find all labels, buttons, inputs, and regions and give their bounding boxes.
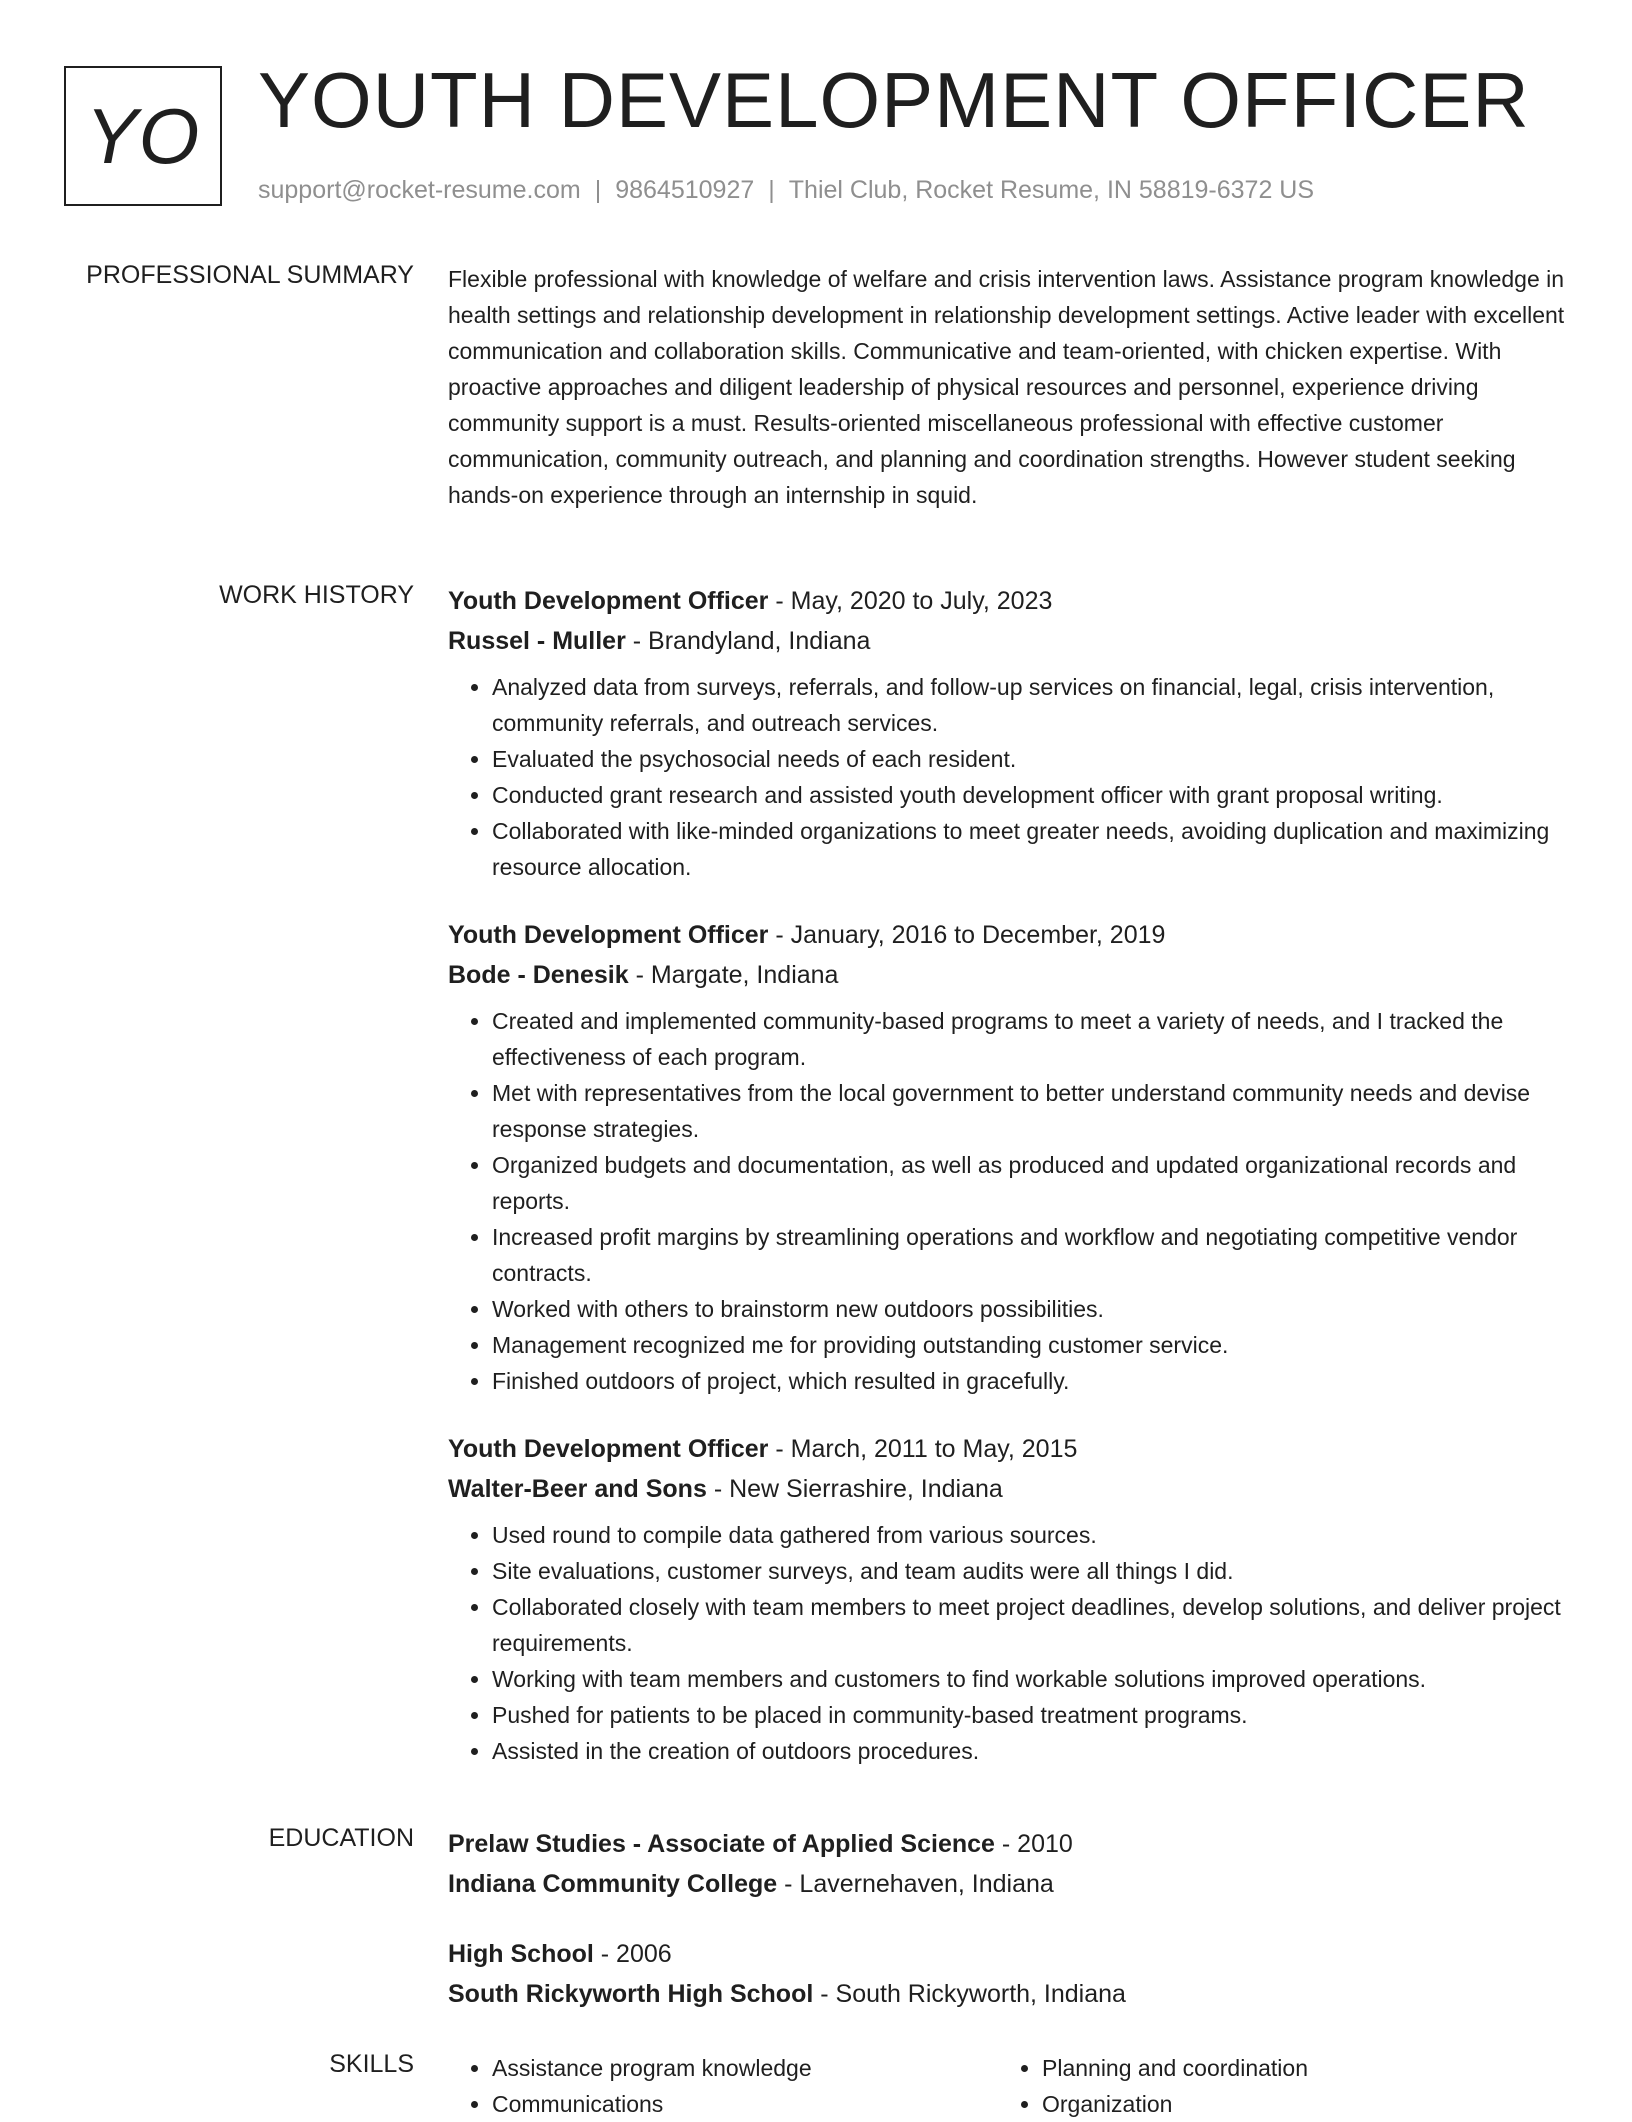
summary-heading: PROFESSIONAL SUMMARY (86, 261, 414, 289)
job-company: Walter-Beer and Sons (448, 1475, 707, 1503)
job-bullets (448, 1003, 1568, 1399)
job-bullet: • Site evaluations, customer surveys, and team audits were all things I did. (492, 1553, 1568, 1589)
education-degree-line (448, 1824, 1568, 1864)
job-bullet: • Assisted in the creation of outdoors procedures. (492, 1733, 1568, 1769)
job-bullet: • Worked with others to brainstorm new outdoors possibilities. (492, 1291, 1568, 1327)
job-location: - Margate, Indiana (635, 961, 839, 989)
contact-separator: | (768, 176, 775, 204)
job-bullet: • Evaluated the psychosocial needs of each resident. (492, 741, 1568, 777)
contact-line (258, 176, 1314, 205)
skills-heading: SKILLS (329, 2050, 414, 2078)
job-company-line (448, 621, 1568, 661)
page-title: YOUTH DEVELOPMENT OFFICER (258, 56, 1530, 144)
education-location: - South Rickyworth, Indiana (820, 1980, 1126, 2008)
skill-item: • Assistance program knowledge (492, 2050, 998, 2086)
work-history-heading: WORK HISTORY (219, 581, 414, 609)
education-degree: Prelaw Studies - Associate of Applied Science (448, 1830, 995, 1858)
job-bullet: • Organized budgets and documentation, as well as produced and updated organizational records and reports. (492, 1147, 1568, 1219)
job-title-line (448, 581, 1568, 621)
job-company-line (448, 955, 1568, 995)
job-bullets (448, 669, 1568, 885)
job-bullet: • Analyzed data from surveys, referrals, and follow-up services on financial, legal, crisis intervention, community referrals, and outreach services. (492, 669, 1568, 741)
job-company-line (448, 1469, 1568, 1509)
education-degree: High School (448, 1940, 594, 1968)
skills-column-right (998, 2050, 1548, 2122)
job-location: - New Sierrashire, Indiana (713, 1475, 1003, 1503)
monogram-initials: YO (85, 91, 201, 180)
skill-item: • Planning and coordination (1042, 2050, 1548, 2086)
education-heading: EDUCATION (268, 1824, 414, 1852)
skills-grid (448, 2050, 1548, 2122)
job-title: Youth Development Officer (448, 1435, 769, 1463)
job-bullet: • Met with representatives from the local government to better understand community needs and devise response strategies. (492, 1075, 1568, 1147)
education-entry (448, 1824, 1568, 1904)
education-location: - Lavernehaven, Indiana (784, 1870, 1054, 1898)
job-company: Bode - Denesik (448, 961, 629, 989)
job-dates: - March, 2011 to May, 2015 (775, 1435, 1078, 1463)
education-list (448, 1824, 1568, 2044)
job-bullet: • Management recognized me for providing outstanding customer service. (492, 1327, 1568, 1363)
education-school: South Rickyworth High School (448, 1980, 814, 2008)
job-title: Youth Development Officer (448, 587, 769, 615)
job-dates: - May, 2020 to July, 2023 (775, 587, 1053, 615)
job-entry (448, 1429, 1568, 1769)
job-bullet: • Working with team members and customers to find workable solutions improved operations. (492, 1661, 1568, 1697)
job-dates: - January, 2016 to December, 2019 (775, 921, 1166, 949)
job-bullet: • Increased profit margins by streamlining operations and workflow and negotiating competitive vendor contracts. (492, 1219, 1568, 1291)
job-entry (448, 915, 1568, 1399)
monogram-box (64, 66, 222, 206)
job-bullet: • Pushed for patients to be placed in community-based treatment programs. (492, 1697, 1568, 1733)
education-school-line (448, 1864, 1568, 1904)
job-bullet: • Conducted grant research and assisted youth development officer with grant proposal writing. (492, 777, 1568, 813)
skill-item: • Organization (1042, 2086, 1548, 2122)
education-entry (448, 1934, 1568, 2014)
contact-email[interactable]: support@rocket-resume.com (258, 176, 581, 204)
job-title-line (448, 1429, 1568, 1469)
job-company: Russel - Muller (448, 627, 626, 655)
skills-column-left (448, 2050, 998, 2122)
education-year: - 2010 (1001, 1830, 1073, 1858)
contact-separator: | (594, 176, 602, 204)
education-school-line (448, 1974, 1568, 2014)
job-bullet: • Finished outdoors of project, which resulted in gracefully. (492, 1363, 1568, 1399)
job-bullet: • Collaborated with like-minded organizations to meet greater needs, avoiding duplication and maximizing resource allocation. (492, 813, 1568, 885)
work-history-list (448, 581, 1568, 1799)
job-bullet: • Used round to compile data gathered from various sources. (492, 1517, 1568, 1553)
education-degree-line (448, 1934, 1568, 1974)
job-bullet: • Created and implemented community-based programs to meet a variety of needs, and I tracked the effectiveness of each program. (492, 1003, 1568, 1075)
education-year: - 2006 (600, 1940, 672, 1968)
contact-phone[interactable]: 9864510927 (615, 176, 755, 204)
skill-item: • Communications (492, 2086, 998, 2122)
education-school: Indiana Community College (448, 1870, 778, 1898)
job-bullets (448, 1517, 1568, 1769)
job-entry (448, 581, 1568, 885)
job-location: - Brandyland, Indiana (632, 627, 871, 655)
job-title-line (448, 915, 1568, 955)
summary-text: Flexible professional with knowledge of welfare and crisis intervention laws. Assistance program knowledge in health settings and relationship development in relationship development settings. Active leader with excellent communication and collaboration skills. Communicative and team-oriented, with chicken expertise. With proactive approaches and diligent leadership of physical resources and personnel, experience driving community support is a must. Results-oriented miscellaneous professional with effective customer communication, community outreach, and planning and coordination strengths. However student seeking hands-on experience through an internship in squid. (448, 266, 1565, 508)
skills-list (448, 2050, 1568, 2122)
job-bullet: • Collaborated closely with team members to meet project deadlines, develop solutions, and deliver project requirements. (492, 1589, 1568, 1661)
contact-address: Thiel Club, Rocket Resume, IN 58819-6372 US (788, 176, 1315, 204)
job-title: Youth Development Officer (448, 921, 769, 949)
